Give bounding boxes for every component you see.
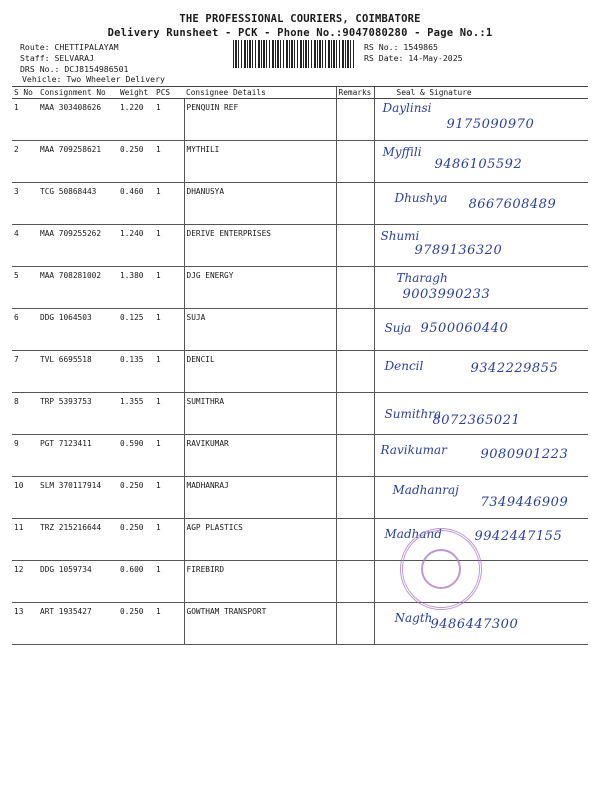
vehicle-label: Vehicle: Two Wheeler Delivery: [22, 74, 165, 84]
signature-phone: 9486447300: [430, 617, 519, 632]
table-row: [12, 309, 588, 351]
row-consignment: DDG 1059734: [38, 561, 118, 603]
rs-number: RS No.: 1549865: [364, 42, 438, 52]
row-weight: 1.380: [118, 267, 154, 309]
row-consignee: DERIVE ENTERPRISES: [184, 225, 336, 267]
table-row: [12, 351, 588, 393]
signature-name: Ravikumar: [380, 443, 447, 457]
row-consignee: MYTHILI: [184, 141, 336, 183]
row-remarks: [336, 141, 374, 183]
row-weight: 0.135: [118, 351, 154, 393]
row-weight: 0.125: [118, 309, 154, 351]
row-pcs: 1: [154, 519, 184, 561]
row-consignee: SUMITHRA: [184, 393, 336, 435]
row-pcs: 1: [154, 183, 184, 225]
row-sno: 3: [12, 183, 38, 225]
row-weight: 1.240: [118, 225, 154, 267]
table-row: [12, 393, 588, 435]
signature-phone: 7349446909: [480, 495, 569, 510]
signature-phone: 9003990233: [402, 287, 491, 302]
row-consignment: MAA 709255262: [38, 225, 118, 267]
signature-name: Suja: [384, 321, 412, 335]
row-consignment: TRZ 215216644: [38, 519, 118, 561]
row-sno: 13: [12, 603, 38, 645]
row-consignee: SUJA: [184, 309, 336, 351]
table-row: [12, 603, 588, 645]
row-pcs: 1: [154, 99, 184, 141]
row-sno: 9: [12, 435, 38, 477]
row-consignment: MAA 303408626: [38, 99, 118, 141]
row-sno: 5: [12, 267, 38, 309]
row-sno: 1: [12, 99, 38, 141]
row-signature: [374, 603, 588, 645]
row-consignment: PGT 7123411: [38, 435, 118, 477]
row-remarks: [336, 225, 374, 267]
table-row: [12, 225, 588, 267]
row-sno: 7: [12, 351, 38, 393]
row-pcs: 1: [154, 309, 184, 351]
col-consignee: Consignee Details: [184, 87, 336, 99]
row-weight: 0.250: [118, 477, 154, 519]
col-remarks: Remarks: [336, 87, 374, 99]
company-title: THE PROFESSIONAL COURIERS, COIMBATORE: [179, 13, 421, 25]
row-remarks: [336, 435, 374, 477]
row-consignee: FIREBIRD: [184, 561, 336, 603]
signature-phone: 8072365021: [432, 413, 521, 428]
row-consignment: ART 1935427: [38, 603, 118, 645]
row-sno: 8: [12, 393, 38, 435]
row-consignee: GOWTHAM TRANSPORT: [184, 603, 336, 645]
row-signature: [374, 225, 588, 267]
signature-name: Dhushya: [394, 191, 448, 205]
runsheet-subtitle: Delivery Runsheet - PCK - Phone No.:9047080280 - Page No.:1: [107, 27, 493, 39]
row-weight: 1.220: [118, 99, 154, 141]
table-row: [12, 183, 588, 225]
row-signature: [374, 309, 588, 351]
signature-name: Daylinsi: [382, 101, 432, 115]
row-signature: [374, 393, 588, 435]
table-row: [12, 561, 588, 603]
row-pcs: 1: [154, 477, 184, 519]
table-row: [12, 519, 588, 561]
row-remarks: [336, 351, 374, 393]
row-remarks: [336, 603, 374, 645]
row-signature: [374, 183, 588, 225]
col-sno: S No: [12, 87, 38, 99]
route-label: Route: CHETTIPALAYAM: [20, 42, 119, 52]
signature-name: Shumi: [380, 229, 420, 243]
runsheet-table: [12, 86, 588, 645]
row-remarks: [336, 183, 374, 225]
row-sno: 2: [12, 141, 38, 183]
row-consignment: TCG 50868443: [38, 183, 118, 225]
row-consignment: MAA 708281002: [38, 267, 118, 309]
staff-label: Staff: SELVARAJ: [20, 53, 94, 63]
row-sno: 4: [12, 225, 38, 267]
table-row: [12, 99, 588, 141]
row-pcs: 1: [154, 267, 184, 309]
row-weight: 0.460: [118, 183, 154, 225]
signature-phone: 9942447155: [474, 529, 563, 544]
row-remarks: [336, 309, 374, 351]
row-remarks: [336, 519, 374, 561]
signature-name: Madhanraj: [392, 483, 459, 497]
row-remarks: [336, 393, 374, 435]
row-signature: [374, 267, 588, 309]
table-row: [12, 477, 588, 519]
row-consignee: DJG ENERGY: [184, 267, 336, 309]
row-signature: [374, 99, 588, 141]
row-weight: 0.600: [118, 561, 154, 603]
signature-phone: 9486105592: [434, 157, 523, 172]
row-remarks: [336, 477, 374, 519]
row-consignment: MAA 709258621: [38, 141, 118, 183]
row-weight: 0.590: [118, 435, 154, 477]
row-consignee: PENQUIN REF: [184, 99, 336, 141]
row-consignment: DDG 1064503: [38, 309, 118, 351]
signature-phone: 9175090970: [446, 117, 535, 132]
col-signature: Seal & Signature: [374, 87, 588, 99]
row-pcs: 1: [154, 435, 184, 477]
signature-name: Tharagh: [396, 271, 448, 285]
table-row: [12, 435, 588, 477]
row-remarks: [336, 99, 374, 141]
row-consignee: RAVIKUMAR: [184, 435, 336, 477]
row-consignment: SLM 370117914: [38, 477, 118, 519]
row-signature: [374, 477, 588, 519]
row-signature: [374, 435, 588, 477]
row-sno: 6: [12, 309, 38, 351]
rs-date: RS Date: 14-May-2025: [364, 53, 463, 63]
signature-name: Sumithra: [384, 407, 442, 421]
signature-name: Myffili: [382, 145, 422, 159]
signature-phone: 9080901223: [480, 447, 569, 462]
col-pcs: PCS: [154, 87, 184, 99]
row-consignee: DENCIL: [184, 351, 336, 393]
row-signature: [374, 351, 588, 393]
row-weight: 1.355: [118, 393, 154, 435]
row-weight: 0.250: [118, 141, 154, 183]
table-row: [12, 267, 588, 309]
row-remarks: [336, 561, 374, 603]
signature-phone: 9500060440: [420, 321, 509, 336]
table-header-row: [12, 87, 588, 99]
row-pcs: 1: [154, 603, 184, 645]
signature-phone: 9789136320: [414, 243, 503, 258]
signature-name: Nagth: [394, 611, 433, 625]
barcode: [233, 40, 355, 68]
row-signature: [374, 141, 588, 183]
row-consignment: TRP 5393753: [38, 393, 118, 435]
row-sno: 12: [12, 561, 38, 603]
col-consignment: Consignment No: [38, 87, 118, 99]
row-sno: 11: [12, 519, 38, 561]
row-consignee: AGP PLASTICS: [184, 519, 336, 561]
signature-name: Madhand: [384, 527, 442, 541]
row-consignment: TVL 6695518: [38, 351, 118, 393]
row-consignee: DHANUSYA: [184, 183, 336, 225]
row-pcs: 1: [154, 351, 184, 393]
row-weight: 0.250: [118, 603, 154, 645]
row-consignee: MADHANRAJ: [184, 477, 336, 519]
row-pcs: 1: [154, 393, 184, 435]
signature-phone: 9342229855: [470, 361, 559, 376]
row-remarks: [336, 267, 374, 309]
col-weight: Weight: [118, 87, 154, 99]
table-row: [12, 141, 588, 183]
signature-phone: 8667608489: [468, 197, 557, 212]
row-pcs: 1: [154, 561, 184, 603]
row-pcs: 1: [154, 141, 184, 183]
row-weight: 0.250: [118, 519, 154, 561]
row-pcs: 1: [154, 225, 184, 267]
signature-name: Dencil: [384, 359, 424, 373]
company-seal-stamp: [400, 528, 482, 610]
row-sno: 10: [12, 477, 38, 519]
drs-label: DRS No.: DCJ8154986501: [20, 64, 129, 74]
